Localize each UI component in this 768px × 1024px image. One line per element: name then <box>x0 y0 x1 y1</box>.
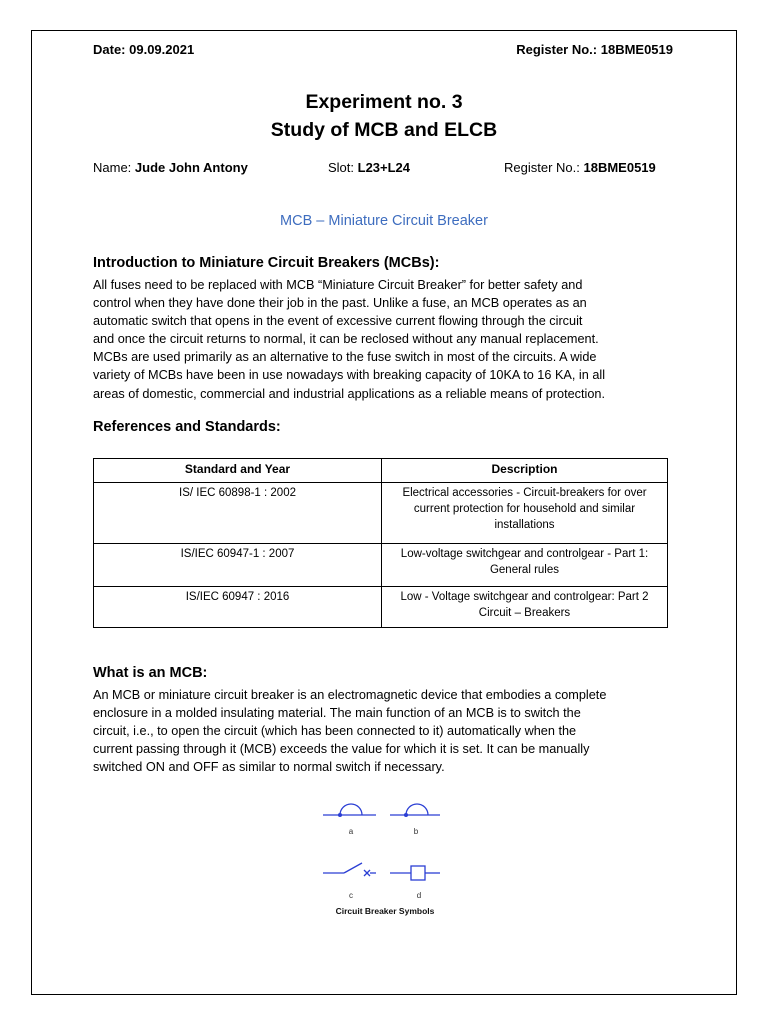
header-register: Register No.: 18BME0519 <box>516 42 673 57</box>
column-header-description: Description <box>382 459 668 483</box>
register-number <box>504 160 656 175</box>
register-label: Register No.: <box>504 160 584 175</box>
name-value: Jude John Antony <box>134 160 248 175</box>
table-cell-standard: IS/ IEC 60898-1 : 2002 <box>94 483 382 544</box>
circuit-breaker-symbols-figure <box>318 797 453 922</box>
intro-paragraph <box>93 276 678 403</box>
what-is-line: circuit, i.e., to open the circuit (which has been connected to it) automatically when the <box>93 724 577 739</box>
intro-line: MCBs are used primarily as an alternative to the fuse switch in most of the circuits. A wide <box>93 350 597 365</box>
what-is-paragraph <box>93 686 678 776</box>
what-is-line: enclosure in a molded insulating material. The main function of an MCB is to switch the <box>93 706 581 721</box>
table-cell-description: Low - Voltage switchgear and controlgear: Part 2 Circuit – Breakers <box>382 587 668 628</box>
table-cell-standard: IS/IEC 60947-1 : 2007 <box>94 544 382 587</box>
slot-label: Slot: <box>328 160 358 175</box>
table-cell-standard: IS/IEC 60947 : 2016 <box>94 587 382 628</box>
symbol-label-d: d <box>416 891 422 900</box>
intro-line: variety of MCBs have been in use nowadays with breaking capacity of 10KA to 16 KA, in all <box>93 368 606 383</box>
table-cell-description: Electrical accessories - Circuit-breakers for over current protection for household and similar installations <box>382 483 668 544</box>
student-name <box>93 160 248 175</box>
experiment-title: Experiment no. 3 <box>305 91 463 113</box>
column-header-standard: Standard and Year <box>94 459 382 483</box>
figure-caption: Circuit Breaker Symbols <box>335 906 435 916</box>
table-row <box>94 483 668 544</box>
section-title: MCB – Miniature Circuit Breaker <box>280 213 488 229</box>
what-is-line: switched ON and OFF as similar to normal switch if necessary. <box>93 760 445 775</box>
symbol-c <box>323 863 376 876</box>
header-date: Date: 09.09.2021 <box>93 42 195 57</box>
intro-line: areas of domestic, commercial and industrial applications as a reliable means of protection. <box>93 386 605 401</box>
slot <box>328 160 410 175</box>
what-is-heading: What is an MCB: <box>93 665 208 681</box>
slot-value: L23+L24 <box>357 160 411 175</box>
intro-line: and once the circuit returns to normal, it can be reclosed without any manual replacement. <box>93 332 599 347</box>
register-value: 18BME0519 <box>583 160 656 175</box>
symbol-b <box>390 804 440 816</box>
symbol-a <box>323 804 376 816</box>
symbol-label-a: a <box>348 827 354 836</box>
symbol-d <box>390 866 440 880</box>
intro-line: control when they have done their job in the past. Unlike a fuse, an MCB operates as an <box>93 296 587 311</box>
intro-heading: Introduction to Miniature Circuit Breakers (MCBs): <box>93 255 440 271</box>
table-header-row <box>94 459 668 483</box>
what-is-line: current passing through it (MCB) exceeds the value for which it is set. It can be manually <box>93 742 590 757</box>
table-row <box>94 587 668 628</box>
symbol-label-c: c <box>349 891 353 900</box>
table-row <box>94 544 668 587</box>
experiment-subtitle: Study of MCB and ELCB <box>270 119 498 141</box>
references-table <box>93 458 668 628</box>
name-label: Name: <box>93 160 135 175</box>
what-is-line: An MCB or miniature circuit breaker is an electromagnetic device that embodies a complete <box>93 688 607 702</box>
intro-line: All fuses need to be replaced with MCB “Miniature Circuit Breaker” for better safety and <box>93 278 583 292</box>
symbol-label-b: b <box>413 827 419 836</box>
intro-line: automatic switch that opens in the event of excessive current flowing through the circuit <box>93 314 583 329</box>
references-heading: References and Standards: <box>93 419 281 435</box>
table-cell-description: Low-voltage switchgear and controlgear - Part 1: General rules <box>382 544 668 587</box>
